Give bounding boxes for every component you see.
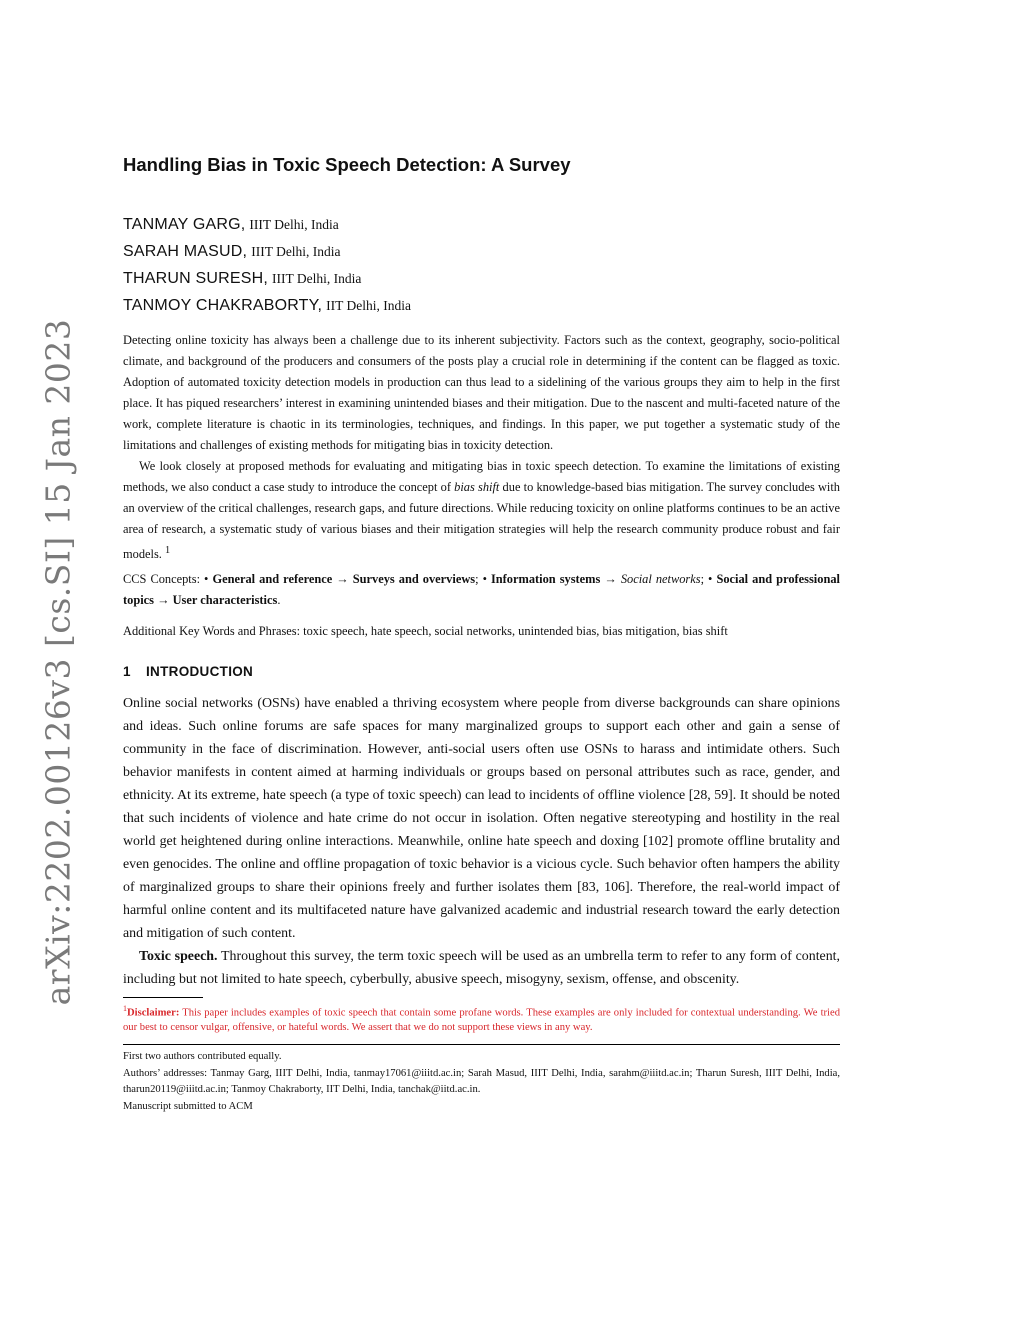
footnote-heading: Disclaimer: — [127, 1007, 180, 1019]
abstract-paragraph — [123, 456, 840, 565]
abstract-text: due to knowledge-based bias mitigation. The survey concludes with an overview of the critical challenges, research gaps, and future directions. While reducing toxicity on online platforms continues to be an active area of research, a systematic study of various biases and their mitigation strategies will help the research community produce robust and fair models. — [123, 480, 840, 562]
author-affiliation: IIIT Delhi, India — [251, 244, 341, 259]
notes-divider — [123, 1044, 840, 1045]
author-entry — [123, 265, 411, 292]
body-text — [123, 692, 840, 991]
ccs-label: CCS Concepts: • — [123, 572, 209, 586]
author-name: SARAH MASUD, — [123, 243, 248, 260]
author-entry — [123, 238, 411, 265]
keywords: Additional Key Words and Phrases: toxic speech, hate speech, social networks, unintended bias, bias mitigation, bias shift — [123, 624, 728, 638]
footnote-ref[interactable]: 1 — [165, 545, 171, 556]
footnote-mark: 1 — [123, 1004, 127, 1013]
author-affiliation: IIIT Delhi, India — [272, 271, 362, 286]
abstract — [123, 330, 840, 565]
author-name: TANMOY CHAKRABORTY, — [123, 297, 323, 314]
paper-title: Handling Bias in Toxic Speech Detection: A Survey — [123, 154, 571, 175]
author-name: TANMAY GARG, — [123, 216, 246, 233]
author-entry — [123, 292, 411, 319]
footnote-divider — [123, 997, 203, 998]
body-paragraph: Online social networks (OSNs) have enabled a thriving ecosystem where people from diverse backgrounds can share opinions and ideas. Such online forums are safe spaces for many marginalized groups to support each other and gain a sense of community in the face of discrimination. However, anti-social users often use OSNs to harass and intimidate others. Such behavior manifests in content aimed at harming individuals or groups based on personal attributes such as race, gender, and ethnicity. At its extreme, hate speech (a type of toxic speech) can lead to incidents of offline violence [28, 59]. It should be noted that such incidents of violence and hate crime do not occur in isolation. Often negative stereotyping and hostility in the real world get heightened during online interactions. Meanwhile, online hate speech and doxing [102] promote offline brutality and even genocides. The online and offline propagation of toxic behavior is a vicious cycle. Such behavior often hampers the ability of marginalized groups to share their opinions freely and further isolates them [83, 106]. Therefore, the real-world impact of harmful online content and its multifaceted nature have galvanized academic and industrial research toward the early detection and mitigation of such content. — [123, 696, 840, 941]
ccs-concept: Surveys and overviews — [352, 572, 476, 586]
paragraph-text: Throughout this survey, the term toxic speech will be used as an umbrella term to refer to any form of content, including but not limited to hate speech, cyberbully, abusive speech, misogyny, sexism, offense, and obscenity. — [123, 949, 841, 987]
ccs-arrow: → — [604, 572, 617, 586]
author-notes — [123, 1049, 840, 1099]
ccs-concept: General and reference — [212, 572, 333, 586]
ccs-concept: Social and professional topics — [123, 572, 840, 607]
author-affiliation: IIT Delhi, India — [326, 298, 411, 313]
ccs-arrow: → — [157, 593, 170, 607]
author-affiliation: IIIT Delhi, India — [249, 217, 339, 232]
ccs-concepts — [123, 569, 840, 611]
ccs-concept: Information systems — [490, 572, 601, 586]
arxiv-identifier: arXiv:2202.00126v3 [cs.SI] 15 Jan 2023 — [38, 318, 78, 1006]
body-paragraph — [123, 945, 840, 991]
equal-contribution-note: First two authors contributed equally. — [123, 1051, 282, 1062]
ccs-separator: ; • — [700, 572, 713, 586]
footnote-text: This paper includes examples of toxic speech that contain some profane words. These examples are only included for contextual understanding. We tried our best to censor vulgar, offensive, or hateful words. We assert that we do not support these views in any way. — [123, 1007, 840, 1033]
section-heading — [123, 664, 253, 679]
section-number: 1 — [123, 664, 131, 679]
ccs-end: . — [277, 593, 281, 607]
ccs-concept: User characteristics — [172, 593, 278, 607]
abstract-text: We look closely at proposed methods for evaluating and mitigating bias in toxic speech detection. To examine the limitations of existing methods, we also conduct a case study to introduce the concept of — [123, 459, 840, 494]
section-title: INTRODUCTION — [146, 664, 254, 679]
abstract-paragraph: Detecting online toxicity has always been a challenge due to its inherent subjectivity. Factors such as the context, geography, socio-political climate, and background of the producers and consumers of the posts play a crucial role in determining if the content can be flagged as toxic. Adoption of automated toxicity detection models in production can thus lead to a sidelining of the various groups they aim to help in the first place. It has piqued researchers’ interest in examining unintended biases and their mitigation. Due to the nascent and multi-faceted nature of the work, complete literature is chaotic in its terminologies, techniques, and findings. In this paper, we put together a systematic study of the limitations and challenges of existing methods for mitigating bias in toxicity detection. — [123, 333, 840, 452]
author-entry — [123, 211, 411, 238]
author-name: THARUN SURESH, — [123, 270, 269, 287]
author-list — [123, 211, 411, 319]
footnote — [123, 1002, 840, 1035]
ccs-concept: Social networks — [620, 572, 701, 586]
author-addresses: Authors’ addresses: Tanmay Garg, IIIT Delhi, India, tanmay17061@iiitd.ac.in; Sarah Masud, IIIT Delhi, India, sarahm@iiitd.ac.in; Tharun Suresh, IIIT Delhi, India, tharun20119@iiitd.ac.in; Tanmoy Chakraborty, IIT Delhi, India, tanchak@iitd.ac.in. — [123, 1067, 840, 1095]
abstract-emphasis: bias shift — [454, 480, 500, 494]
ccs-arrow: → — [336, 572, 349, 586]
manuscript-note: Manuscript submitted to ACM — [123, 1101, 253, 1112]
paragraph-heading: Toxic speech. — [139, 949, 218, 964]
ccs-separator: ; • — [475, 572, 487, 586]
